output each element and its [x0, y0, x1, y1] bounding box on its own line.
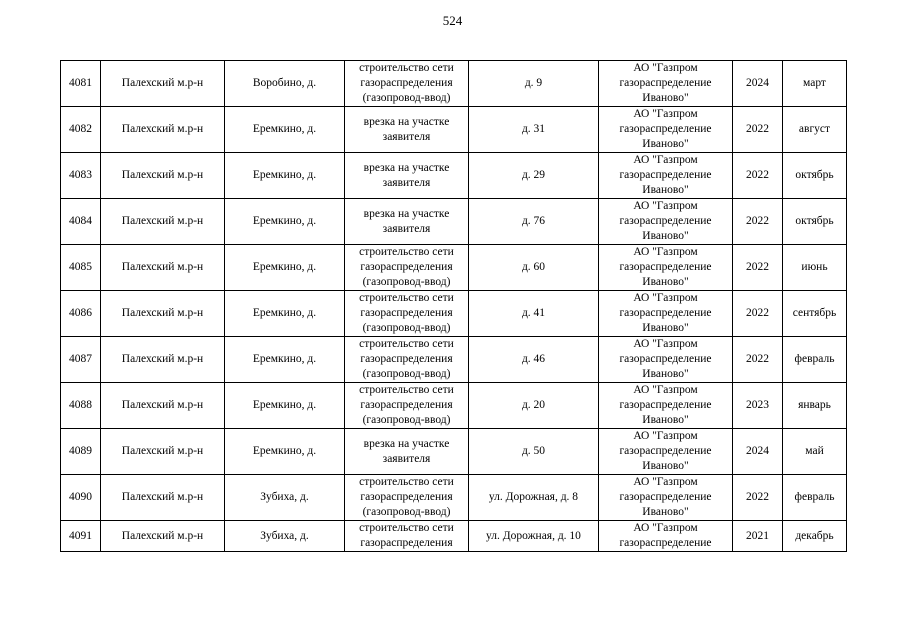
address-cell: д. 29 — [469, 153, 599, 199]
page-number: 524 — [442, 13, 463, 28]
year-cell: 2022 — [733, 199, 783, 245]
table-row — [61, 61, 847, 107]
address-cell: ул. Дорожная, д. 8 — [469, 475, 599, 521]
work-type-cell: строительство сети газораспределения — [345, 521, 469, 552]
address-cell: д. 20 — [469, 383, 599, 429]
address-cell: д. 41 — [469, 291, 599, 337]
year-cell: 2023 — [733, 383, 783, 429]
organization-cell: АО "Газпром газораспределение Иваново" — [599, 107, 733, 153]
row-number-cell: 4090 — [61, 475, 101, 521]
organization-cell: АО "Газпром газораспределение Иваново" — [599, 429, 733, 475]
organization-cell: АО "Газпром газораспределение Иваново" — [599, 245, 733, 291]
district-cell: Палехский м.р-н — [101, 337, 225, 383]
district-cell: Палехский м.р-н — [101, 107, 225, 153]
organization-cell: АО "Газпром газораспределение Иваново" — [599, 337, 733, 383]
table-row — [61, 429, 847, 475]
year-cell: 2022 — [733, 475, 783, 521]
address-cell: д. 60 — [469, 245, 599, 291]
district-cell: Палехский м.р-н — [101, 475, 225, 521]
year-cell: 2022 — [733, 337, 783, 383]
row-number-cell: 4081 — [61, 61, 101, 107]
settlement-cell: Еремкино, д. — [225, 199, 345, 245]
table-row — [61, 475, 847, 521]
organization-cell: АО "Газпром газораспределение Иваново" — [599, 153, 733, 199]
address-cell: д. 9 — [469, 61, 599, 107]
month-cell: декабрь — [783, 521, 847, 552]
settlement-cell: Зубиха, д. — [225, 521, 345, 552]
district-cell: Палехский м.р-н — [101, 153, 225, 199]
settlement-cell: Еремкино, д. — [225, 383, 345, 429]
settlement-cell: Зубиха, д. — [225, 475, 345, 521]
district-cell: Палехский м.р-н — [101, 199, 225, 245]
row-number-cell: 4086 — [61, 291, 101, 337]
work-type-cell: врезка на участке заявителя — [345, 153, 469, 199]
month-cell: июнь — [783, 245, 847, 291]
row-number-cell: 4091 — [61, 521, 101, 552]
district-cell: Палехский м.р-н — [101, 291, 225, 337]
row-number-cell: 4089 — [61, 429, 101, 475]
work-type-cell: врезка на участке заявителя — [345, 429, 469, 475]
table-row — [61, 199, 847, 245]
gas-connection-table — [60, 60, 847, 552]
month-cell: май — [783, 429, 847, 475]
organization-cell: АО "Газпром газораспределение Иваново" — [599, 475, 733, 521]
address-cell: д. 46 — [469, 337, 599, 383]
district-cell: Палехский м.р-н — [101, 429, 225, 475]
settlement-cell: Воробино, д. — [225, 61, 345, 107]
year-cell: 2024 — [733, 429, 783, 475]
year-cell: 2022 — [733, 107, 783, 153]
month-cell: октябрь — [783, 199, 847, 245]
table-body — [61, 61, 847, 552]
work-type-cell: строительство сети газораспределения (газопровод-ввод) — [345, 245, 469, 291]
row-number-cell: 4082 — [61, 107, 101, 153]
work-type-cell: строительство сети газораспределения (газопровод-ввод) — [345, 337, 469, 383]
table-row — [61, 521, 847, 552]
address-cell: д. 50 — [469, 429, 599, 475]
row-number-cell: 4085 — [61, 245, 101, 291]
row-number-cell: 4088 — [61, 383, 101, 429]
district-cell: Палехский м.р-н — [101, 383, 225, 429]
settlement-cell: Еремкино, д. — [225, 337, 345, 383]
district-cell: Палехский м.р-н — [101, 245, 225, 291]
table-row — [61, 383, 847, 429]
address-cell: д. 31 — [469, 107, 599, 153]
month-cell: март — [783, 61, 847, 107]
row-number-cell: 4084 — [61, 199, 101, 245]
organization-cell: АО "Газпром газораспределение Иваново" — [599, 61, 733, 107]
table-row — [61, 107, 847, 153]
year-cell: 2022 — [733, 153, 783, 199]
year-cell: 2021 — [733, 521, 783, 552]
year-cell: 2022 — [733, 291, 783, 337]
month-cell: сентябрь — [783, 291, 847, 337]
district-cell: Палехский м.р-н — [101, 61, 225, 107]
table-row — [61, 153, 847, 199]
settlement-cell: Еремкино, д. — [225, 153, 345, 199]
organization-cell: АО "Газпром газораспределение Иваново" — [599, 383, 733, 429]
year-cell: 2024 — [733, 61, 783, 107]
work-type-cell: строительство сети газораспределения (газопровод-ввод) — [345, 61, 469, 107]
address-cell: ул. Дорожная, д. 10 — [469, 521, 599, 552]
organization-cell: АО "Газпром газораспределение Иваново" — [599, 291, 733, 337]
settlement-cell: Еремкино, д. — [225, 245, 345, 291]
settlement-cell: Еремкино, д. — [225, 291, 345, 337]
work-type-cell: строительство сети газораспределения (газопровод-ввод) — [345, 291, 469, 337]
month-cell: октябрь — [783, 153, 847, 199]
settlement-cell: Еремкино, д. — [225, 429, 345, 475]
work-type-cell: строительство сети газораспределения (газопровод-ввод) — [345, 475, 469, 521]
month-cell: август — [783, 107, 847, 153]
work-type-cell: строительство сети газораспределения (газопровод-ввод) — [345, 383, 469, 429]
organization-cell: АО "Газпром газораспределение Иваново" — [599, 199, 733, 245]
work-type-cell: врезка на участке заявителя — [345, 199, 469, 245]
settlement-cell: Еремкино, д. — [225, 107, 345, 153]
work-type-cell: врезка на участке заявителя — [345, 107, 469, 153]
district-cell: Палехский м.р-н — [101, 521, 225, 552]
table-row — [61, 245, 847, 291]
table-row — [61, 291, 847, 337]
month-cell: февраль — [783, 475, 847, 521]
year-cell: 2022 — [733, 245, 783, 291]
address-cell: д. 76 — [469, 199, 599, 245]
organization-cell: АО "Газпром газораспределение — [599, 521, 733, 552]
row-number-cell: 4083 — [61, 153, 101, 199]
month-cell: январь — [783, 383, 847, 429]
table-row — [61, 337, 847, 383]
month-cell: февраль — [783, 337, 847, 383]
row-number-cell: 4087 — [61, 337, 101, 383]
